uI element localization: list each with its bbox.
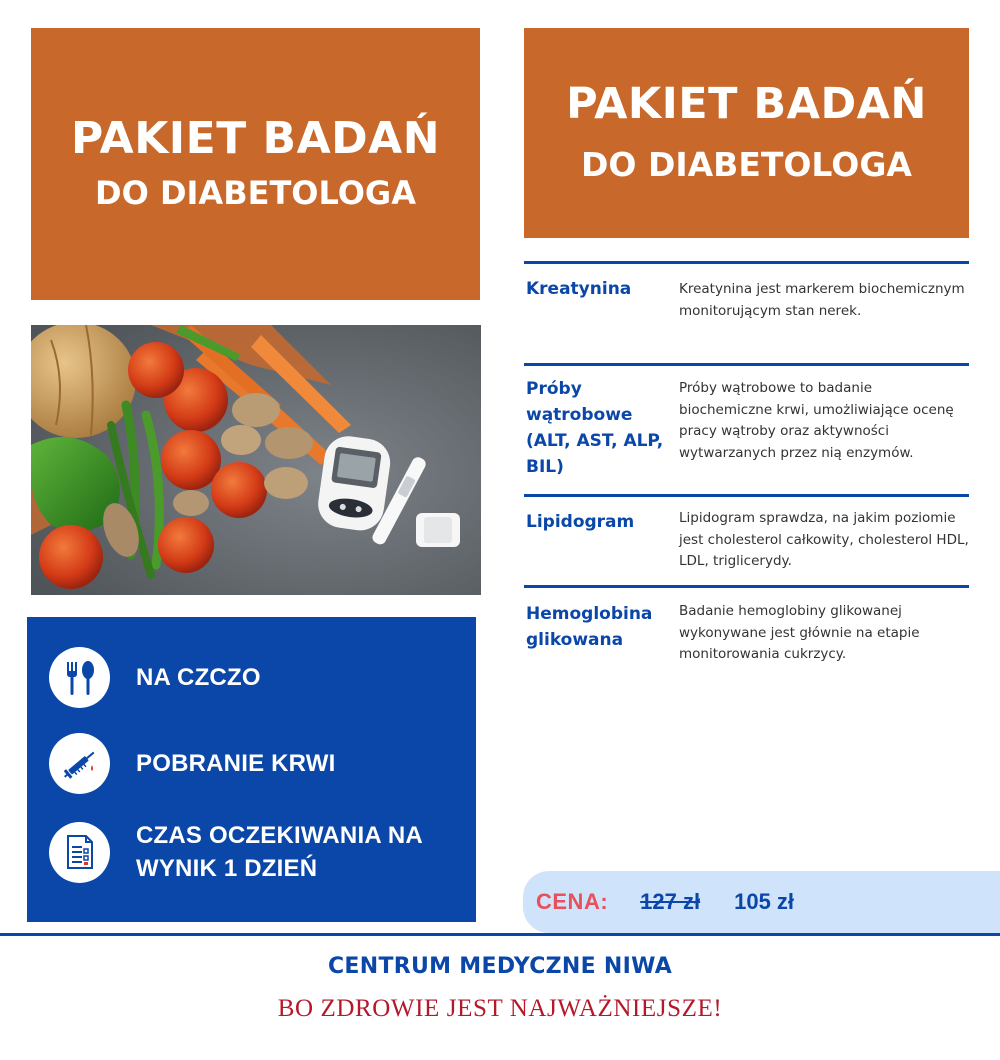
footer-divider: [0, 933, 1000, 936]
fork-spoon-icon: [49, 647, 110, 708]
test-row: [524, 261, 969, 363]
price-bar: [523, 871, 1000, 933]
info-text: POBRANIE KRWI: [136, 749, 336, 777]
vegetables-glucometer-photo: [31, 325, 481, 595]
banner-title: PAKIET BADAŃ: [70, 113, 441, 164]
clinic-slogan: BO ZDROWIE JEST NAJWAŻNIEJSZE!: [277, 995, 723, 1022]
banner-subtitle: DO DIABETOLOGA: [581, 144, 912, 184]
test-row: [524, 494, 969, 585]
syringe-icon: [49, 733, 110, 794]
banner-title: PAKIET BADAŃ: [566, 78, 927, 129]
test-name: Lipidogram: [526, 512, 635, 532]
info-row-blood-draw: [49, 733, 336, 794]
banner-subtitle: DO DIABETOLOGA: [95, 173, 416, 212]
test-row: [524, 363, 969, 494]
left-title-banner: [31, 28, 480, 300]
clinic-name: CENTRUM MEDYCZNE NIWA: [327, 954, 673, 979]
test-description: Kreatynina jest markerem biochemicznym monitorującym stan nerek.: [679, 281, 965, 319]
test-description: Lipidogram sprawdza, na jakim poziomie jest cholesterol całkowity, cholesterol HDL, LDL, triglicerydy.: [679, 510, 969, 569]
price-label: CENA:: [536, 889, 609, 914]
info-text: CZAS OCZEKIWANIA NA WYNIK 1 DZIEŃ: [136, 822, 423, 883]
photo-illustration: [31, 325, 481, 595]
test-list: [524, 261, 969, 685]
info-row-waiting-time: [49, 819, 456, 885]
test-description: Próby wątrobowe to badanie biochemiczne krwi, umożliwiające ocenę pracy wątroby oraz aktywności wytwarzanych przez nią enzymów.: [679, 380, 954, 461]
test-description: Badanie hemoglobiny glikowanej wykonywane jest głównie na etapie monitorowania cukrzycy.: [679, 603, 920, 662]
old-price: 127 zł: [640, 889, 701, 914]
document-checklist-icon: [49, 822, 110, 883]
right-title-banner: [524, 28, 969, 238]
test-name: Kreatynina: [526, 279, 632, 299]
test-name: Hemoglobina glikowana: [526, 604, 653, 650]
preparation-info-box: [27, 617, 476, 922]
info-row-fasting: [49, 647, 261, 708]
new-price: 105 zł: [734, 889, 795, 914]
test-name: Próby wątrobowe (ALT, AST, ALP, BIL): [526, 379, 664, 477]
info-text: NA CZCZO: [136, 663, 261, 691]
test-row: [524, 585, 969, 685]
